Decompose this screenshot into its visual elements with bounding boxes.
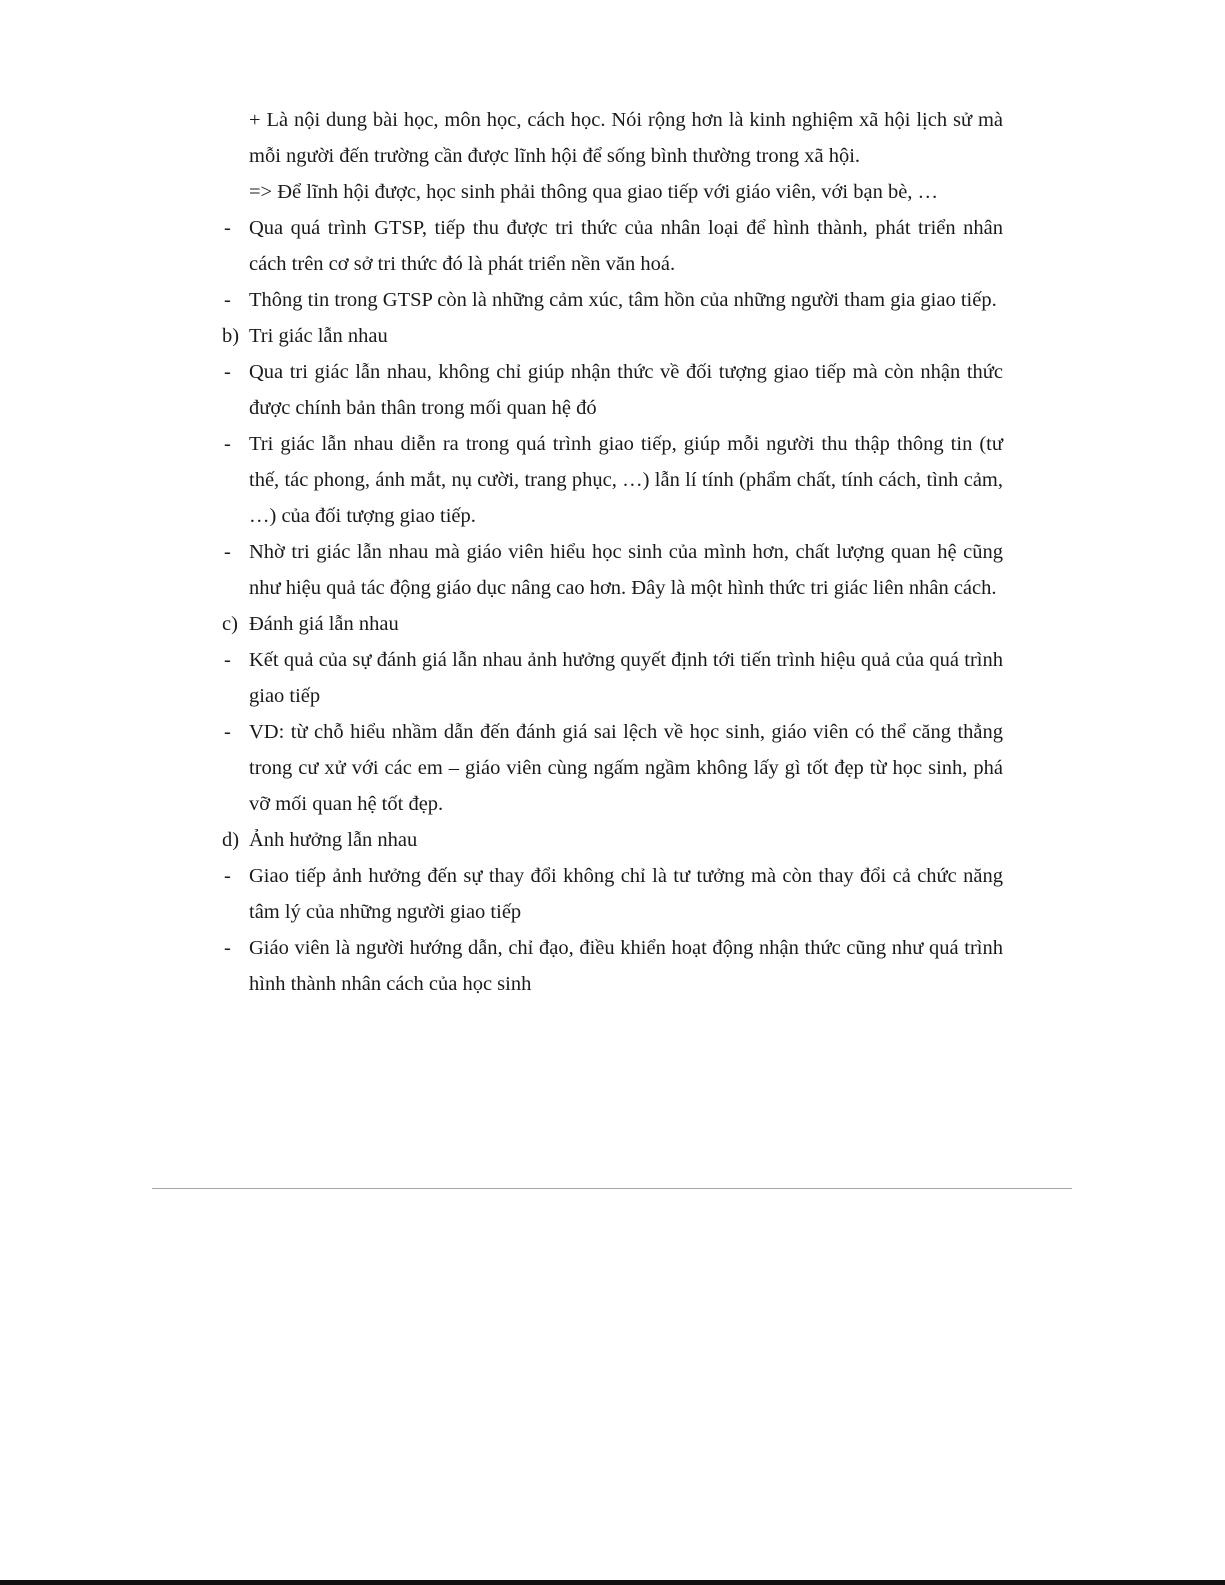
bullet-dash: - [224, 217, 231, 239]
bullet-item [222, 930, 1003, 1002]
bullet-text: Kết quả của sự đánh giá lẫn nhau ảnh hưởng quyết định tới tiến trình hiệu quả của quá trình giao tiếp [249, 649, 1003, 707]
bullet-dash: - [224, 865, 231, 887]
paragraph-text: => Để lĩnh hội được, học sinh phải thông qua giao tiếp với giáo viên, với bạn bè, … [249, 181, 939, 203]
bullet-text: Qua tri giác lẫn nhau, không chỉ giúp nhận thức về đối tượng giao tiếp mà còn nhận thức được chính bản thân trong mối quan hệ đó [249, 361, 1003, 419]
bullet-dash: - [224, 289, 231, 311]
section-heading-b [222, 318, 1003, 354]
section-title: Ảnh hưởng lẫn nhau [249, 829, 418, 851]
bullet-text: Giao tiếp ảnh hưởng đến sự thay đổi không chỉ là tư tưởng mà còn thay đổi cả chức năng tâm lý của những người giao tiếp [249, 865, 1003, 923]
bullet-text: VD: từ chỗ hiểu nhầm dẫn đến đánh giá sai lệch về học sinh, giáo viên có thể căng thẳng trong cư xử với các em – giáo viên cùng ngấm ngầm không lấy gì tốt đẹp từ học sinh, phá vỡ mối quan hệ tốt đẹp. [249, 721, 1003, 815]
bullet-item [222, 642, 1003, 714]
section-heading-d [222, 822, 1003, 858]
bullet-item [222, 210, 1003, 282]
section-marker: b) [222, 325, 240, 347]
document-body [222, 102, 1003, 1002]
bullet-dash: - [224, 541, 231, 563]
paragraph-text: + Là nội dung bài học, môn học, cách học. Nói rộng hơn là kinh nghiệm xã hội lịch sử mà mỗi người đến trường cần được lĩnh hội để sống bình thường trong xã hội. [249, 109, 1003, 167]
bullet-dash: - [224, 361, 231, 383]
section-title: Tri giác lẫn nhau [249, 325, 388, 347]
page-bottom-edge [0, 1580, 1225, 1585]
bullet-text: Tri giác lẫn nhau diễn ra trong quá trình giao tiếp, giúp mỗi người thu thập thông tin (tư thế, tác phong, ánh mắt, nụ cười, trang phục, …) lẫn lí tính (phẩm chất, tính cách, tình cảm, …) của đối tượng giao tiếp. [249, 433, 1003, 527]
bullet-text: Nhờ tri giác lẫn nhau mà giáo viên hiểu học sinh của mình hơn, chất lượng quan hệ cũng như hiệu quả tác động giáo dục nâng cao hơn. Đây là một hình thức tri giác liên nhân cách. [249, 541, 1003, 599]
section-title: Đánh giá lẫn nhau [249, 613, 399, 635]
paragraph [222, 174, 1003, 210]
bullet-item [222, 858, 1003, 930]
section-marker: d) [222, 829, 240, 851]
bullet-item [222, 282, 1003, 318]
bullet-item [222, 426, 1003, 534]
bullet-dash: - [224, 433, 231, 455]
bullet-item [222, 354, 1003, 426]
bullet-dash: - [224, 937, 231, 959]
bullet-item [222, 534, 1003, 606]
paragraph [222, 102, 1003, 174]
bullet-text: Giáo viên là người hướng dẫn, chỉ đạo, điều khiển hoạt động nhận thức cũng như quá trình hình thành nhân cách của học sinh [249, 937, 1003, 995]
section-marker: c) [222, 613, 238, 635]
bullet-text: Qua quá trình GTSP, tiếp thu được tri thức của nhân loại để hình thành, phát triển nhân cách trên cơ sở tri thức đó là phát triển nền văn hoá. [249, 217, 1003, 275]
bullet-dash: - [224, 649, 231, 671]
section-heading-c [222, 606, 1003, 642]
bullet-dash: - [224, 721, 231, 743]
page-divider [152, 1188, 1072, 1189]
bullet-item [222, 714, 1003, 822]
bullet-text: Thông tin trong GTSP còn là những cảm xúc, tâm hồn của những người tham gia giao tiếp. [249, 289, 997, 311]
